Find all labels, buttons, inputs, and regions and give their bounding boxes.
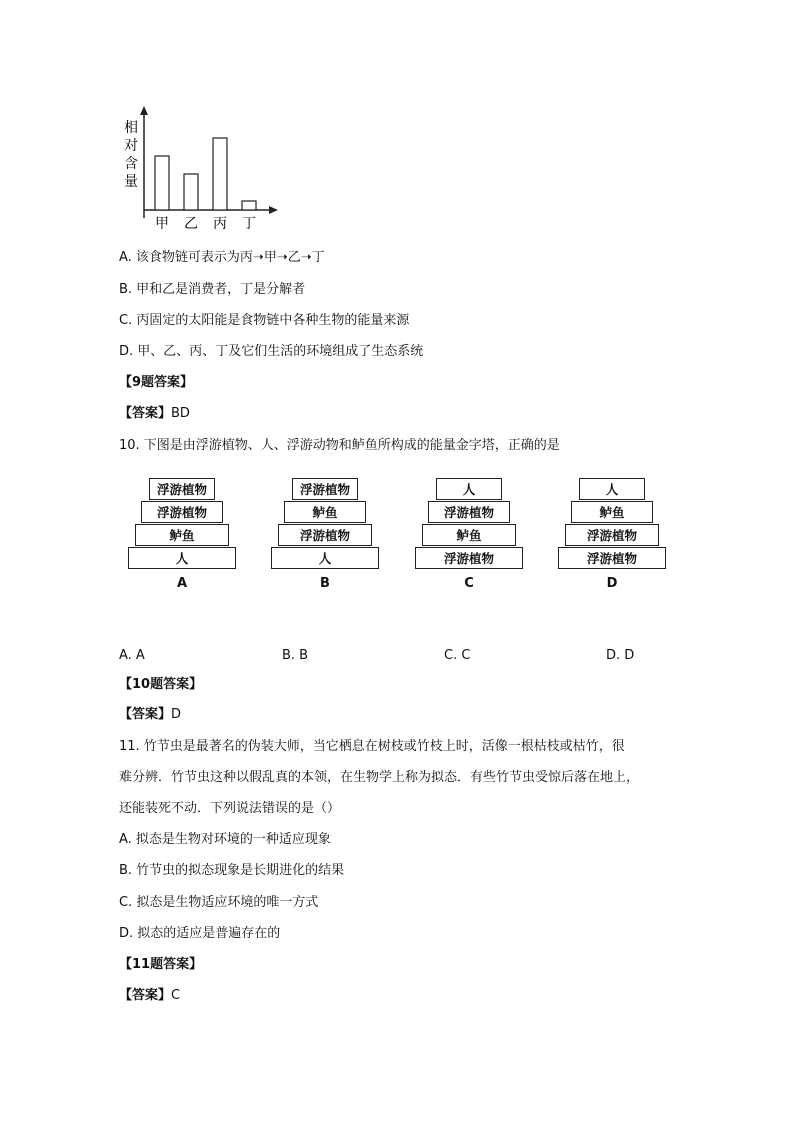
pyramid-label: B: [320, 576, 330, 591]
y-axis-label: [124, 119, 138, 190]
q10-option-b: B. B: [282, 648, 309, 663]
x-tick-label: 甲: [155, 216, 169, 232]
answer-label: 【答案】: [119, 988, 172, 1003]
pyramid-label: C: [464, 576, 474, 591]
pyramid-layer: 人: [271, 547, 379, 569]
pyramid-layer: 人: [436, 478, 502, 500]
pyramid-layer: 浮游植物: [141, 501, 223, 523]
pyramid-label: A: [176, 576, 188, 591]
q11-answer-header: 【11题答案】: [119, 957, 203, 972]
q11-answer: [119, 987, 180, 1005]
y-axis-label-char: 对: [124, 138, 138, 154]
pyramid-c: [409, 478, 529, 594]
pyramid-layer: 浮游植物: [292, 478, 358, 500]
x-axis-arrow: [269, 206, 278, 214]
q11-question-line-3: 还能装死不动．下列说法错误的是（）: [119, 801, 341, 816]
pyramid-a: [122, 478, 242, 594]
q10-option-a: A. A: [119, 648, 145, 663]
bar-2: [213, 138, 227, 210]
x-tick-label: 丙: [213, 216, 227, 232]
q11-option-d: D. 拟态的适应是普遍存在的: [119, 926, 281, 941]
pyramid-layer: 鲈鱼: [135, 524, 229, 546]
x-tick-label: 乙: [184, 216, 198, 232]
q10-answer: [119, 706, 181, 724]
answer-value: C: [171, 988, 181, 1003]
q9-option-b: B. 甲和乙是消费者，丁是分解者: [119, 282, 306, 297]
pyramid-layer: 人: [128, 547, 236, 569]
q10-option-d: D. D: [606, 648, 635, 663]
q11-question-line-1: 11. 竹节虫是最著名的伪装大师，当它栖息在树枝或竹枝上时，活像一根枯枝或枯竹，很: [119, 739, 625, 754]
pyramid-layer: 浮游植物: [149, 478, 215, 500]
q9-option-c: C. 丙固定的太阳能是食物链中各种生物的能量来源: [119, 313, 410, 328]
q9-option-d: D. 甲、乙、丙、丁及它们生活的环境组成了生态系统: [119, 344, 424, 359]
q11-question-line-2: 难分辨．竹节虫这种以假乱真的本领，在生物学上称为拟态．有些竹节虫受惊后落在地上，: [119, 770, 640, 785]
bar-0: [155, 156, 169, 210]
pyramid-layer: 浮游植物: [278, 524, 372, 546]
bar-chart: [112, 100, 292, 235]
q11-option-b: B. 竹节虫的拟态现象是长期进化的结果: [119, 863, 345, 878]
y-axis-label-char: 相: [124, 120, 138, 136]
pyramid-layer: 浮游植物: [558, 547, 666, 569]
q11-option-a: A. 拟态是生物对环境的一种适应现象: [119, 832, 331, 847]
y-axis-label-char: 量: [124, 174, 138, 190]
q9-option-a: A. 该食物链可表示为丙➝甲➝乙➝丁: [119, 250, 325, 265]
x-tick-label: 丁: [242, 216, 256, 232]
pyramid-b: [265, 478, 385, 594]
pyramid-d: [552, 478, 672, 594]
q9-answer: [119, 405, 190, 423]
pyramid-layer: 鲈鱼: [422, 524, 516, 546]
q10-option-c: C. C: [444, 648, 471, 663]
y-axis-label-char: 含: [124, 156, 138, 172]
q11-option-c: C. 拟态是生物适应环境的唯一方式: [119, 895, 319, 910]
pyramid-layer: 鲈鱼: [571, 501, 653, 523]
pyramid-layer: 人: [579, 478, 645, 500]
bar-3: [242, 201, 256, 210]
pyramid-layer: 浮游植物: [428, 501, 510, 523]
q9-answer-header: 【9题答案】: [119, 375, 194, 390]
pyramid-label: D: [606, 576, 618, 591]
pyramid-layer: 浮游植物: [565, 524, 659, 546]
pyramid-layer: 鲈鱼: [284, 501, 366, 523]
bar-1: [184, 174, 198, 210]
pyramid-layer: 浮游植物: [415, 547, 523, 569]
answer-value: D: [171, 707, 182, 722]
answer-label: 【答案】: [119, 707, 172, 722]
answer-label: 【答案】: [119, 406, 172, 421]
y-axis-arrow: [140, 106, 148, 115]
answer-value: BD: [171, 406, 190, 421]
q10-answer-header: 【10题答案】: [119, 677, 203, 692]
q10-question: 10. 下图是由浮游植物、人、浮游动物和鲈鱼所构成的能量金字塔，正确的是: [119, 438, 560, 453]
